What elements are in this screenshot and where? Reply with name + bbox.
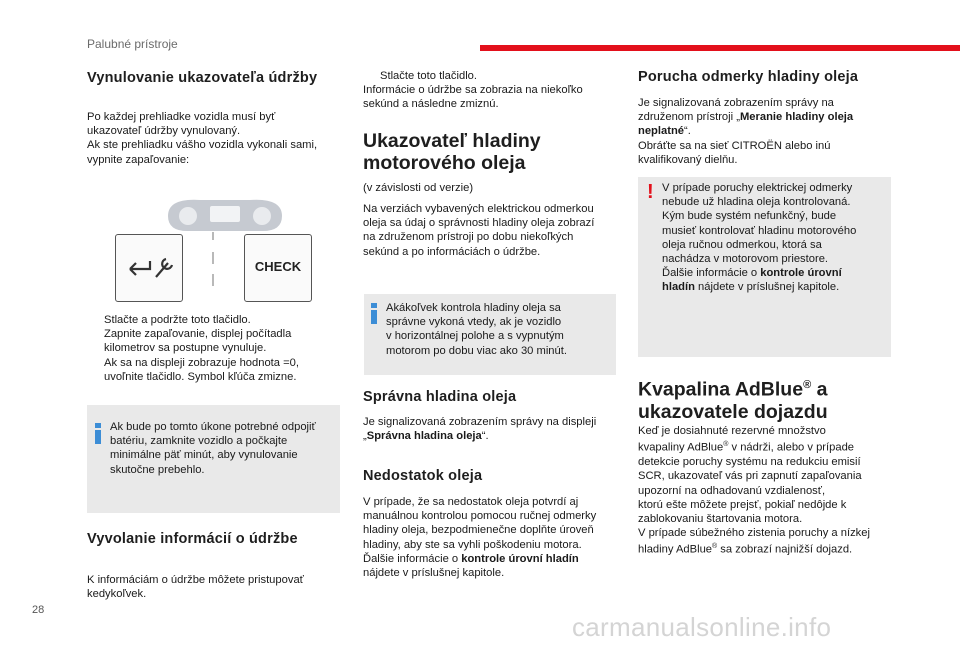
watermark: carmanualsonline.info: [572, 612, 832, 642]
col2-step: Stlačte toto tlačidlo. Informácie o údržbe sa zobrazia na niekoľko sekúnd a následne zmiznú.: [363, 69, 617, 112]
step-item: Zapnite zapaľovanie, displej počítadla kilometrov sa postupne vynuluje.: [104, 328, 292, 355]
heading-reset-maintenance: Vynulovanie ukazovateľa údržby: [87, 70, 318, 86]
warning-exclamation-icon: !: [647, 181, 654, 203]
check-button: [244, 234, 312, 302]
reset-wrench-button: [115, 234, 183, 302]
return-wrench-icon: [116, 235, 182, 301]
guide-line: [212, 252, 214, 264]
oil-level-text: Na verziách vybavených elektrickou odmerkou oleja sa údaj o správnosti hladiny oleja zobrazí na združenom prístroji po dobu niekoľkých sekúnd a po informáciách o údržbe.: [363, 203, 595, 258]
reset-steps: [87, 313, 339, 384]
step-item: Stlačte a podržte toto tlačidlo.: [104, 314, 251, 326]
instrument-panel-figure: [110, 190, 315, 305]
heading-adblue: Kvapalina AdBlue® a ukazovatele dojazdu: [638, 378, 828, 423]
dipstick-fault-text: Je signalizovaná zobrazením správy na združenom prístroji „Meranie hladiny oleja neplatné“. Obráťte sa na sieť CITROËN alebo inú kvalifikovaný dielňu.: [638, 97, 854, 166]
reset-intro: Po každej prehliadke vozidla musí byť ukazovateľ údržby vynulovaný. Ak ste prehliadku vášho vozidla vykonali sami, vypnite zapaľovanie:: [87, 111, 318, 166]
heading-correct-oil-level: Správna hladina oleja: [363, 389, 517, 405]
chapter-accent-bar: [480, 45, 960, 51]
chapter-title: Palubné prístroje: [87, 37, 178, 51]
instrument-cluster-icon: [160, 196, 365, 236]
info-note-battery: Ak bude po tomto úkone potrebné odpojiť batériu, zamknite vozidlo a počkajte minimálne päť minút, aby vynulovanie skutočne prebehlo.: [87, 405, 340, 513]
step-item: Stlačte toto tlačidlo.: [380, 70, 478, 82]
recall-text: K informáciám o údržbe môžete pristupovať kedykoľvek.: [87, 574, 304, 601]
page-number: 28: [32, 604, 45, 616]
guide-line: [212, 232, 214, 240]
heading-oil-level-indicator: Ukazovateľ hladiny motorového oleja: [363, 130, 541, 174]
correct-oil-text: Je signalizovaná zobrazením správy na displeji „Správna hladina oleja“.: [363, 416, 597, 443]
version-note: (v závislosti od verzie): [363, 182, 474, 194]
heading-low-oil: Nedostatok oleja: [363, 468, 483, 484]
info-icon: [95, 423, 101, 444]
guide-line: [212, 274, 214, 286]
step-item: Ak sa na displeji zobrazuje hodnota =0, uvoľnite tlačidlo. Symbol kľúča zmizne.: [104, 356, 299, 383]
heading-dipstick-fault: Porucha odmerky hladiny oleja: [638, 69, 859, 85]
low-oil-text: V prípade, že sa nedostatok oleja potvrdí aj manuálnou kontrolou pomocou ručnej odmerky hladiny oleja, bezpodmienečne doplňte úroveň hladiny, aby ste sa vyhli poškodeniu motora. Ďalšie informácie o kontrole úrovní hladín nájdete v príslušnej kapitole.: [363, 496, 597, 580]
info-icon: [371, 303, 377, 324]
info-note-oil-check: Akákoľvek kontrola hladiny oleja sa správne vykoná vtedy, ak je vozidlo v horizontálnej polohe a s vypnutým motorom po dobu viac ako 30 minút.: [364, 294, 616, 375]
heading-recall-maintenance: Vyvolanie informácií o údržbe: [87, 531, 298, 547]
warning-note-dipstick: ! V prípade poruchy elektrickej odmerky nebude už hladina oleja kontrolovaná. Kým bude systém nefunkčný, bude musieť kontrolovať hladinu motorového oleja ručnou odmerkou, ktorá sa nachádza v motorovom priestore. Ďalšie informácie o kontrole úrovní hladín nájdete v príslušnej kapitole.: [638, 177, 891, 357]
check-button-label: CHECK: [254, 259, 302, 274]
adblue-text: Keď je dosiahnuté rezervné množstvo kvapaliny AdBlue® v nádrži, alebo v prípade detekcie poruchy systému na redukciu emisií SCR, ukazovateľ vás pri zapnutí zapaľovania upozorní na odhadovanú vzdialenosť, ktorú ešte môžete prejsť, pokiaľ nedôjde k zablokovaniu štartovania motora. V prípade súbežného zistenia poruchy a nízkej hladiny AdBlue® sa zobrazí najnižší dojazd.: [638, 425, 870, 557]
